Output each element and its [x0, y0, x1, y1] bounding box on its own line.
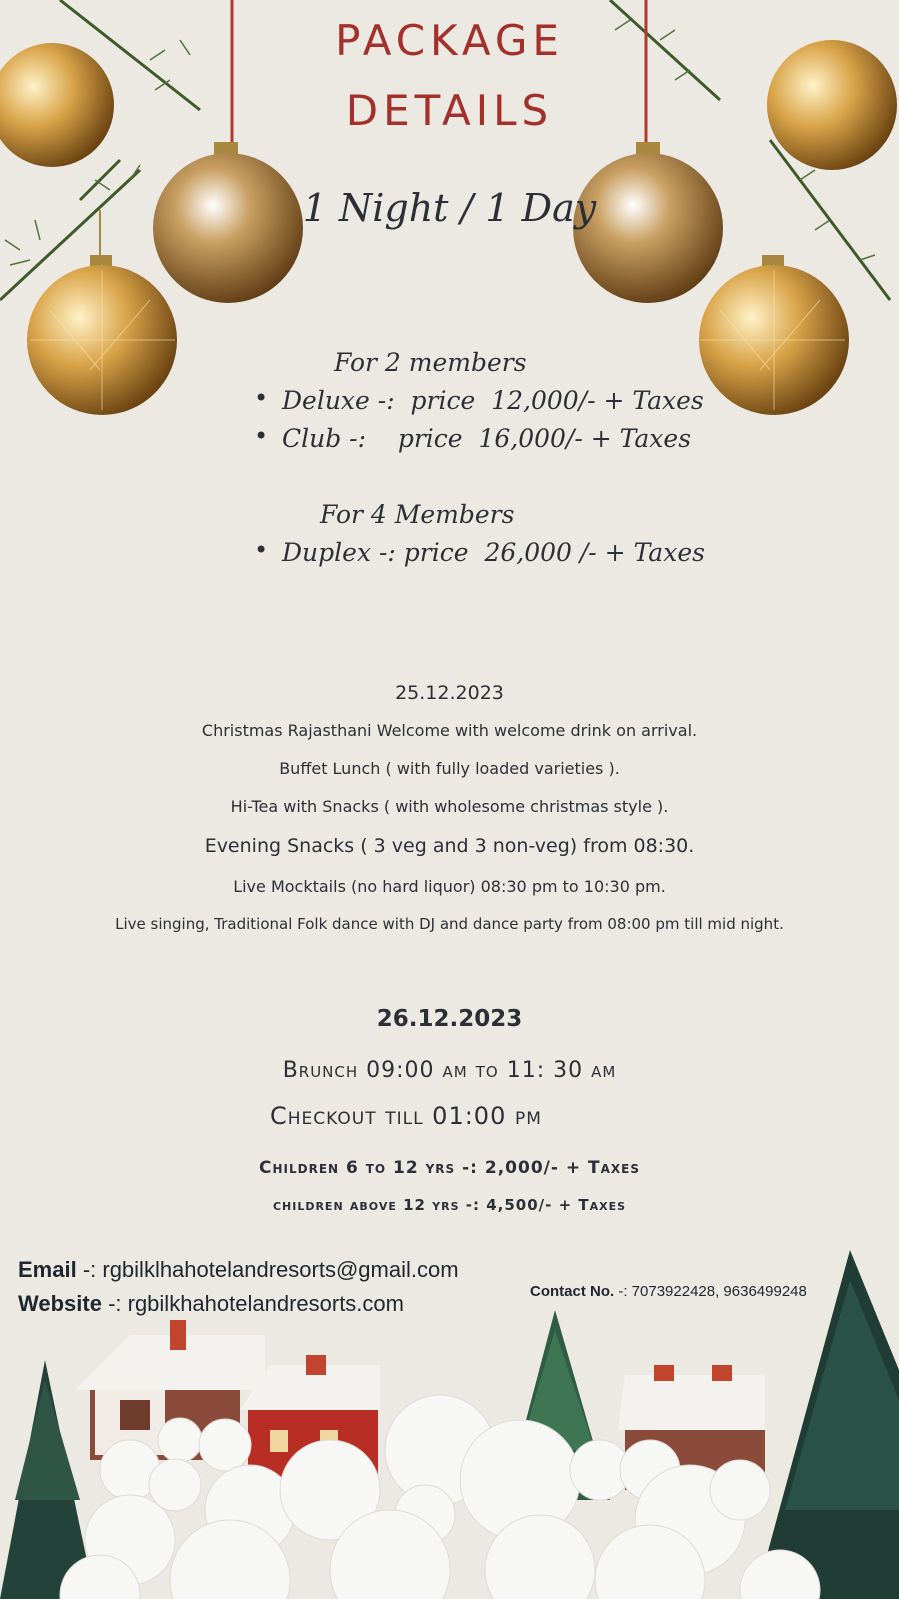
page-title-line1: PACKAGE	[335, 16, 564, 65]
package-item-deluxe: • Deluxe -: price 12,000/- + Taxes	[282, 386, 704, 415]
phone-value[interactable]: -: 7073922428, 9636499248	[614, 1283, 807, 1300]
day2-checkout: Checkout till 01:00 pm	[270, 1102, 542, 1130]
pine-tree-icon	[755, 1250, 899, 1599]
day1-line-mocktails: Live Mocktails (no hard liquor) 08:30 pm to 10:30 pm.	[233, 877, 666, 896]
email-value[interactable]: -: rgbilklhahotelandresorts@gmail.com	[76, 1257, 459, 1282]
package-item-duplex: • Duplex -: price 26,000 /- + Taxes	[282, 538, 705, 567]
day2-date: 26.12.2023	[376, 1006, 523, 1032]
group1-heading: For 2 members	[334, 348, 527, 377]
winter-village-decoration	[0, 1250, 899, 1599]
children-above-12-price: children above 12 yrs -: 4,500/- + Taxes	[272, 1196, 627, 1214]
website-value[interactable]: -: rgbilkhahotelandresorts.com	[101, 1291, 404, 1316]
day1-line-lunch: Buffet Lunch ( with fully loaded varieties ).	[279, 759, 620, 778]
day1-line-welcome: Christmas Rajasthani Welcome with welcome drink on arrival.	[201, 721, 698, 740]
day1-line-hitea: Hi-Tea with Snacks ( with wholesome christmas style ).	[230, 797, 669, 816]
day1-date: 25.12.2023	[395, 682, 504, 704]
group2-heading: For 4 Members	[320, 500, 515, 529]
email-label: Email	[18, 1257, 77, 1282]
website-label: Website	[18, 1291, 102, 1316]
day2-brunch: Brunch 09:00 am to 11: 30 am	[282, 1058, 617, 1083]
phone-label: Contact No.	[530, 1283, 615, 1300]
package-duration: 1 Night / 1 Day	[302, 186, 597, 230]
day1-line-evening-snacks: Evening Snacks ( 3 veg and 3 non-veg) from 08:30.	[204, 835, 695, 857]
package-item-club: • Club -: price 16,000/- + Taxes	[282, 424, 691, 453]
page-title-line2: DETAILS	[345, 86, 554, 135]
day1-line-live-singing: Live singing, Traditional Folk dance with DJ and dance party from 08:00 pm till mid night.	[115, 915, 784, 933]
children-6-12-price: Children 6 to 12 yrs -: 2,000/- + Taxes	[259, 1158, 640, 1178]
